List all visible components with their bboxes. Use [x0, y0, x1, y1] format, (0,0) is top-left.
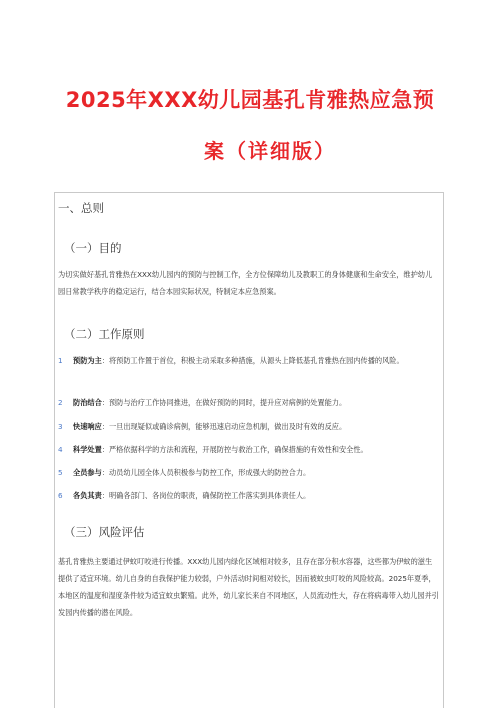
subsection-heading-principles: （二）工作原则	[64, 327, 145, 341]
principle-item-6	[58, 487, 439, 504]
document-title-line2: 案（详细版）	[204, 139, 336, 163]
principle-label: 科学处置	[73, 445, 102, 454]
purpose-paragraph: 为切实做好基孔肯雅热在XXX幼儿园内的预防与控制工作，全方位保障幼儿及教职工的身体健康和生命安全，维护幼儿园日常教学秩序的稳定运行，结合本园实际状况，特制定本应急预案。	[58, 270, 433, 296]
principle-text: ：预防与治疗工作协同推进，在做好预防的同时，提升应对病例的处置能力。	[101, 398, 347, 407]
principle-item-2	[58, 394, 439, 411]
principle-text: ：将预防工作置于首位，积极主动采取多种措施，从源头上降低基孔肯雅热在园内传播的风险。	[101, 356, 404, 365]
principle-text: ：严格依据科学的方法和流程，开展防控与救治工作，确保措施的有效性和安全性。	[101, 445, 368, 454]
principle-item-3	[58, 418, 439, 435]
list-number: 2	[58, 398, 63, 407]
principle-item-4	[58, 441, 439, 458]
principle-label: 防治结合	[73, 398, 102, 407]
principle-item-1	[58, 352, 439, 369]
subsection-heading-risk: （三）风险评估	[64, 525, 145, 539]
principle-item-5	[58, 464, 439, 481]
document-title-line1: 2025年XXX幼儿园基孔肯雅热应急预	[65, 88, 435, 112]
list-number: 5	[58, 468, 63, 477]
list-number: 6	[58, 491, 63, 500]
principle-label: 各负其责	[73, 491, 102, 500]
list-number: 3	[58, 422, 63, 431]
principle-text: ：动员幼儿园全体人员积极参与防控工作，形成强大的防控合力。	[101, 468, 311, 477]
subsection-heading-purpose: （一）目的	[64, 241, 122, 255]
principle-label: 快速响应	[73, 422, 102, 431]
list-number: 1	[58, 356, 63, 365]
principle-label: 预防为主	[73, 356, 102, 365]
principle-text: ：一旦出现疑似或确诊病例，能够迅速启动应急机制，做出及时有效的反应。	[101, 422, 347, 431]
list-number: 4	[58, 445, 63, 454]
risk-paragraph: 基孔肯雅热主要通过伊蚊叮咬进行传播。XXX幼儿园内绿化区域相对较多，且存在部分积水容器，这些都为伊蚊的滋生提供了适宜环境。幼儿自身的自我保护能力较弱，户外活动时间相对较长，因而被蚊虫叮咬的风险较高。2025年夏季，本地区的温度和湿度条件较为适宜蚊虫繁殖。此外，幼儿家长来自不同地区，人员流动性大，存在将病毒带入幼儿园并引发园内传播的潜在风险。	[58, 557, 439, 617]
section-heading-general: 一、总则	[58, 201, 104, 215]
principle-text: ：明确各部门、各岗位的职责，确保防控工作落实到具体责任人。	[101, 491, 311, 500]
principle-label: 全员参与	[73, 468, 102, 477]
